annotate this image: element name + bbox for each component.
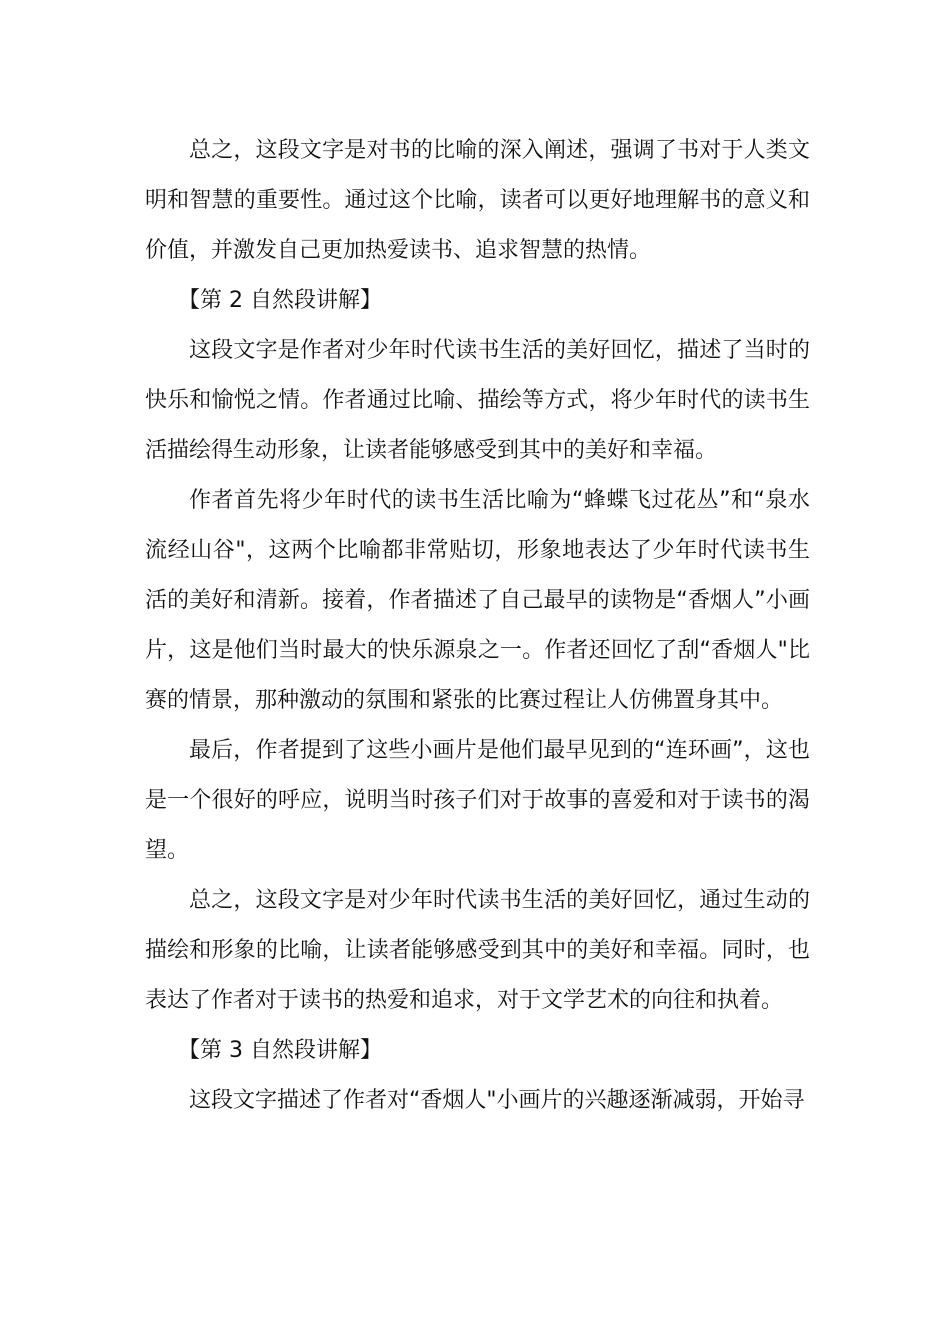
paragraph-finally: 最后，作者提到了这些小画片是他们最早见到的“连环画”，这也是一个很好的呼应，说明当时孩子们对于故事的喜爱和对于读书的渴望。 — [145, 738, 810, 863]
paragraph-summary-1: 总之，这段文字是对书的比喻的深入阐述，强调了书对于人类文明和智慧的重要性。通过这个比喻，读者可以更好地理解书的意义和价值，并激发自己更加热爱读书、追求智慧的热情。 — [145, 138, 810, 263]
paragraph-intro-3: 这段文字描述了作者对“香烟人"小画片的兴趣逐渐减弱，开始寻 — [189, 1088, 805, 1113]
paragraph-metaphor: 作者首先将少年时代的读书生活比喻为“蜂蝶飞过花丛”和“泉水流经山谷"，这两个比喻都非常贴切，形象地表达了少年时代读书生活的美好和清新。接着，作者描述了自己最早的读物是“香烟人”小画片，这是他们当时最大的快乐源泉之一。作者还回忆了刮“香烟人"比赛的情景，那种激动的氛围和紧张的比赛过程让人仿佛置身其中。 — [145, 488, 810, 713]
section-heading-3: 【第 3 自然段讲解】 — [178, 1038, 382, 1063]
paragraph-intro-2: 这段文字是作者对少年时代读书生活的美好回忆，描述了当时的快乐和愉悦之情。作者通过比喻、描绘等方式，将少年时代的读书生活描绘得生动形象，让读者能够感受到其中的美好和幸福。 — [145, 338, 810, 463]
paragraph-summary-2: 总之，这段文字是对少年时代读书生活的美好回忆，通过生动的描绘和形象的比喻，让读者能够感受到其中的美好和幸福。同时，也表达了作者对于读书的热爱和追求，对于文学艺术的向往和执着。 — [145, 888, 810, 1013]
section-heading-2: 【第 2 自然段讲解】 — [178, 288, 382, 313]
document-page — [145, 126, 810, 1126]
